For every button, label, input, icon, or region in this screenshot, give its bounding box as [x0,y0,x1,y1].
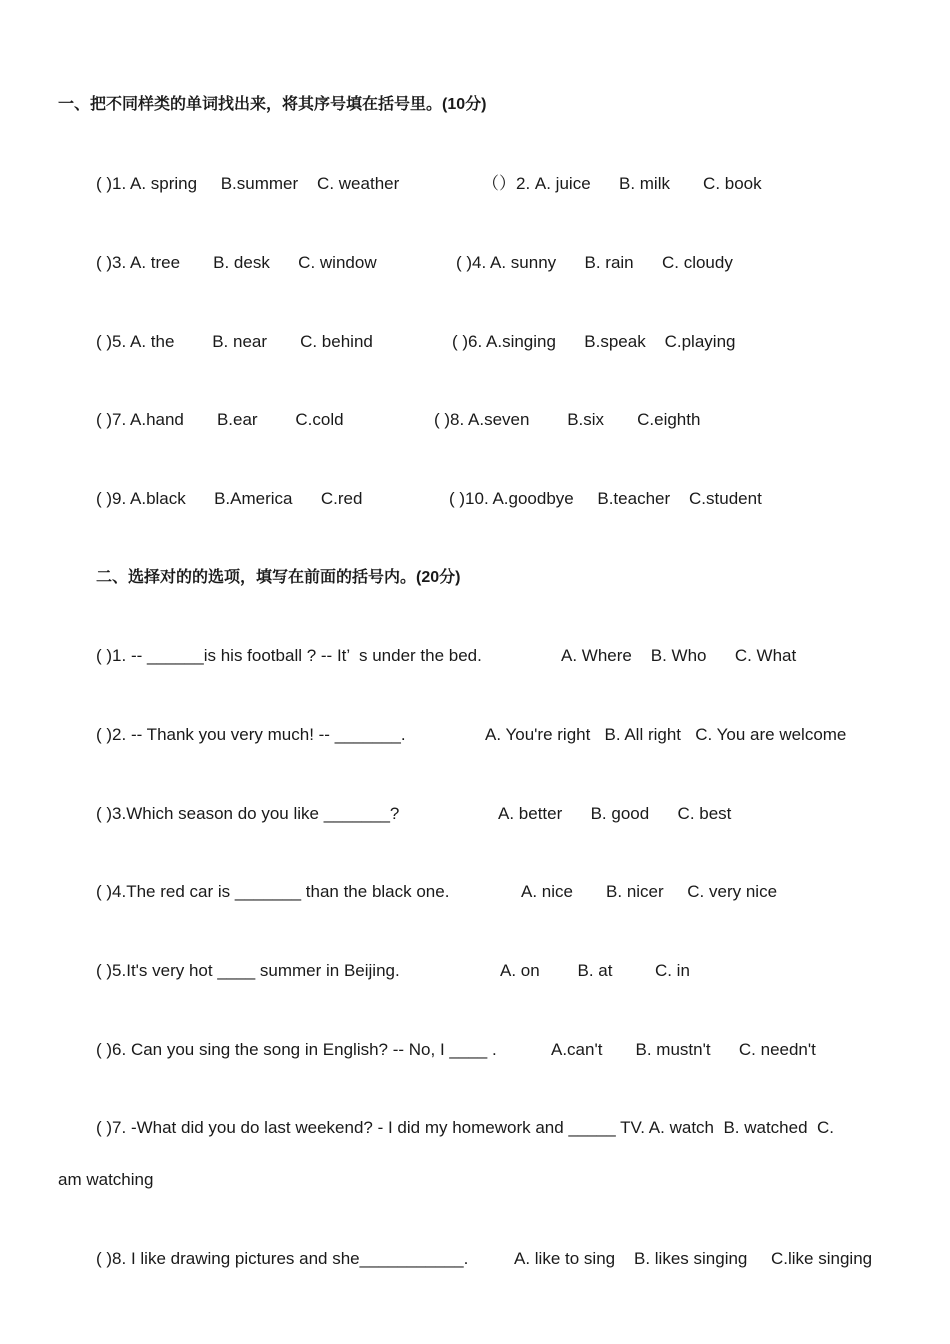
section1-row-5-right: ( )10. A.goodbye B.teacher C.student [449,489,762,508]
question-1-stem: ( )1. -- ______is his football ? -- It’ s under the bed. [96,646,482,665]
question-6-options: A.can't B. mustn't C. needn't [551,1040,816,1059]
question-3-options: A. better B. good C. best [498,804,732,823]
section1-row-5-left: ( )9. A.black B.America C.red [96,489,363,508]
section1-row-1-right: （）2. A. juice B. milk C. book [482,174,762,193]
section1-row-2-left: ( )3. A. tree B. desk C. window [96,253,377,272]
question-4-options: A. nice B. nicer C. very nice [521,882,778,901]
question-7-stem: ( )7. -What did you do last weekend? - I did my homework and _____ TV. A. watch B. watched C. [96,1118,834,1137]
question-5-options: A. on B. at C. in [500,961,690,980]
section2-heading: 二、选择对的的选项，填写在前面的括号内。(20分) [96,569,461,586]
question-2-stem: ( )2. -- Thank you very much! -- _______. [96,725,406,744]
section1-heading: 一、把不同样类的单词找出来，将其序号填在括号里。(10分) [58,96,487,113]
section1-row-4-right: ( )8. A.seven B.six C.eighth [434,410,701,429]
question-6-stem: ( )6. Can you sing the song in English? -- No, I ____ . [96,1040,497,1059]
question-2-options: A. You're right B. All right C. You are welcome [485,725,847,744]
section1-row-4-left: ( )7. A.hand B.ear C.cold [96,410,344,429]
question-1-options: A. Where B. Who C. What [561,646,797,665]
question-3-stem: ( )3.Which season do you like _______? [96,804,400,823]
question-7-continuation: am watching [58,1170,154,1189]
section1-row-3-right: ( )6. A.singing B.speak C.playing [452,332,736,351]
question-5-stem: ( )5.It's very hot ____ summer in Beijing. [96,961,400,980]
question-8-options: A. like to sing B. likes singing C.like singing [514,1249,873,1268]
section1-row-2-right: ( )4. A. sunny B. rain C. cloudy [456,253,733,272]
question-4-stem: ( )4.The red car is _______ than the black one. [96,882,450,901]
question-8-stem: ( )8. I like drawing pictures and she___________. [96,1249,469,1268]
section1-row-3-left: ( )5. A. the B. near C. behind [96,332,373,351]
section1-row-1-left: ( )1. A. spring B.summer C. weather [96,174,400,193]
